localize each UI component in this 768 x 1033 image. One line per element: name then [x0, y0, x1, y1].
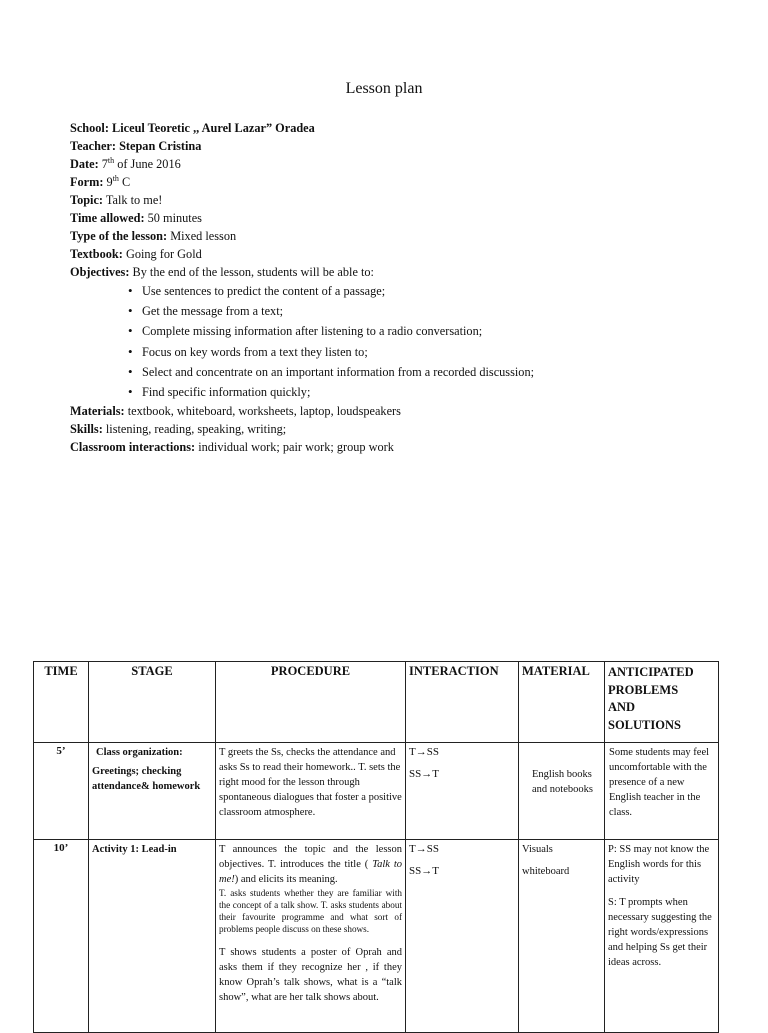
materials-line — [70, 402, 730, 420]
objective-item: • Use sentences to predict the content of a passage; — [70, 281, 730, 301]
page-title: Lesson plan — [345, 80, 423, 97]
form-suffix: th — [112, 173, 119, 183]
header-anticipated-line: PROBLEMS — [608, 682, 679, 697]
objective-item: • Get the message from a text; — [70, 301, 730, 321]
table-row — [34, 840, 719, 1033]
form-label: Form: — [70, 175, 104, 189]
row-stage — [89, 743, 216, 840]
material-text: Visuals — [522, 844, 553, 855]
school-label: School: — [70, 121, 109, 135]
procedure-paragraph: T. asks students whether they are familiar with the concept of a talk show. T. asks students about their favourite programme and what sort of problems people discuss on these shows. — [219, 888, 402, 934]
interaction-line: SS→T — [409, 768, 439, 780]
objective-item: • Find specific information quickly; — [70, 382, 730, 402]
form-line — [70, 173, 730, 191]
objectives-list — [70, 281, 730, 402]
textbook-label: Textbook: — [70, 247, 123, 261]
date-rest: of June 2016 — [114, 157, 181, 171]
date-label: Date: — [70, 157, 99, 171]
header-procedure: PROCEDURE — [216, 662, 406, 743]
header-stage: STAGE — [89, 662, 216, 743]
procedure-title-italic: Talk to me! — [219, 859, 403, 885]
row-time: 10’ — [34, 840, 89, 1033]
teacher-line — [70, 137, 730, 155]
objectives-line — [70, 263, 730, 281]
problem-text: P: SS may not know the English words for this activity — [608, 844, 710, 885]
textbook-line — [70, 245, 730, 263]
interactions-label: Classroom interactions: — [70, 440, 196, 455]
date-day: 7 — [101, 157, 108, 171]
topic-label: Topic: — [70, 193, 104, 207]
interaction-line: T→SS — [409, 746, 439, 758]
materials-value: textbook, whiteboard, worksheets, laptop, loudspeakers — [127, 404, 401, 419]
date-line — [70, 155, 730, 173]
teacher-label: Teacher: — [70, 139, 116, 153]
header-anticipated-problems — [605, 662, 719, 743]
header-time: TIME — [34, 662, 89, 743]
form-rest: C — [118, 175, 131, 189]
header-interaction: INTERACTION — [406, 662, 519, 743]
lesson-type-label: Type of the lesson: — [70, 229, 168, 243]
row-material — [519, 840, 605, 1033]
row-procedure: T greets the Ss, checks the attendance and asks Ss to read their homework.. T. sets the right mood for the lesson through spontaneous dialogues that foster a positive classroom atmosphere. — [216, 743, 406, 840]
school-line — [70, 119, 730, 137]
skills-value: listening, reading, speaking, writing; — [105, 422, 287, 437]
teacher-value: Stepan Cristina — [119, 139, 202, 153]
solution-text: S: T prompts when necessary suggesting the right words/expressions and helping Ss get their ideas across. — [608, 897, 712, 968]
time-allowed-value: 50 minutes — [147, 211, 202, 225]
textbook-value: Going for Gold — [125, 247, 202, 261]
header-anticipated-line: AND — [608, 700, 636, 714]
table-header-row — [34, 662, 719, 743]
skills-label: Skills: — [70, 422, 103, 437]
objective-item: • Select and concentrate on an important information from a recorded discussion; — [70, 362, 730, 382]
procedure-paragraph — [219, 842, 402, 887]
row-interaction — [406, 840, 519, 1033]
header-anticipated-line: SOLUTIONS — [608, 717, 681, 732]
interaction-line: SS→T — [409, 865, 439, 877]
lesson-type-value: Mixed lesson — [170, 229, 237, 243]
lesson-type-line — [70, 227, 730, 245]
materials-label: Materials: — [70, 404, 125, 419]
row-problems — [605, 840, 719, 1033]
skills-line — [70, 420, 730, 438]
objectives-label: Objectives: — [70, 265, 130, 279]
material-text: whiteboard — [522, 866, 570, 877]
row-interaction — [406, 743, 519, 840]
stage-title: Class organization: — [96, 747, 183, 758]
date-suffix: th — [107, 155, 115, 165]
material-text: English books and notebooks — [532, 769, 593, 795]
header-anticipated-line: ANTICIPATED — [608, 665, 694, 679]
row-time: 5’ — [34, 743, 89, 840]
row-problems: Some students may feel uncomfortable with the presence of a new English teacher in the class. — [605, 743, 719, 840]
form-number: 9 — [106, 175, 113, 189]
procedure-text: T announces the topic and the lesson objectives. T. introduces the title ( — [219, 844, 402, 870]
objective-item: • Focus on key words from a text they listen to; — [70, 342, 730, 362]
interactions-line — [70, 438, 730, 456]
topic-line — [70, 191, 730, 209]
row-stage: Activity 1: Lead-in — [89, 840, 216, 1033]
row-material — [519, 743, 605, 840]
interactions-value: individual work; pair work; group work — [198, 440, 394, 455]
header-material: MATERIAL — [519, 662, 605, 743]
table-row — [34, 743, 719, 840]
time-allowed-label: Time allowed: — [70, 211, 145, 225]
lesson-info — [70, 119, 730, 456]
procedure-paragraph: T shows students a poster of Oprah and asks them if they recognize her , if they know Oprah’s talk shows, what is a “talk show”, what are her talk shows about. — [219, 947, 402, 1003]
stage-subtitle: Greetings; checking attendance& homework — [92, 766, 201, 792]
procedure-text: ) and elicits its meaning. — [234, 874, 338, 885]
row-procedure — [216, 840, 406, 1033]
school-value: Liceul Teoretic ,, Aurel Lazar” Oradea — [112, 121, 315, 135]
objective-item: • Complete missing information after listening to a radio conversation; — [70, 321, 730, 341]
topic-value: Talk to me! — [105, 193, 163, 207]
objectives-intro: By the end of the lesson, students will be able to: — [132, 265, 374, 279]
lesson-plan-table — [33, 661, 719, 1033]
time-allowed-line — [70, 209, 730, 227]
interaction-line: T→SS — [409, 843, 439, 855]
